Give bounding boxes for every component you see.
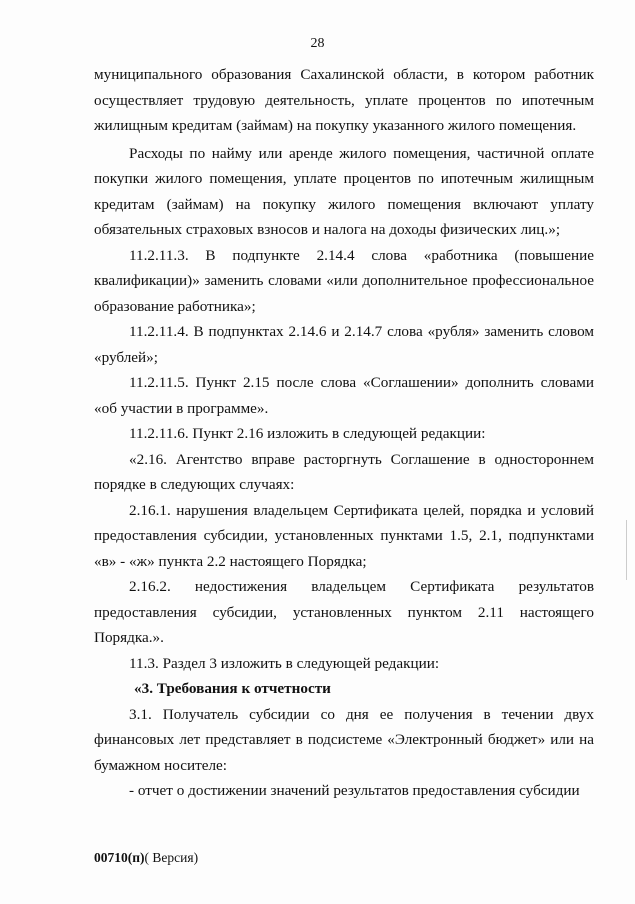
document-body: [94, 62, 594, 804]
paragraph: 11.2.11.5. Пункт 2.15 после слова «Соглашении» дополнить словами «об участии в программе».: [94, 374, 594, 417]
paragraph: 2.16.1. нарушения владельцем Сертификата целей, порядка и условий предоставления субсидии, установленных пунктами 1.5, 2.1, подпунктами «в» - «ж» пункта 2.2 настоящего Порядка;: [94, 501, 594, 570]
paragraph: «2.16. Агентство вправе расторгнуть Соглашение в одностороннем порядке в следующих случаях:: [94, 450, 594, 493]
paragraph: 11.3. Раздел 3 изложить в следующей редакции:: [129, 654, 440, 672]
section-heading: «3. Требования к отчетности: [134, 680, 331, 697]
paragraph: Расходы по найму или аренде жилого помещения, частичной оплате покупки жилого помещения, уплате процентов по ипотечным жилищным кредитам (займам) на покупку жилого помещения включают уплату обязательных страховых взносов и налога на доходы физических лиц.»;: [94, 144, 594, 238]
document-code: 00710(п): [94, 850, 145, 865]
paragraph: 11.2.11.3. В подпункте 2.14.4 слова «работника (повышение квалификации)» заменить словами «или дополнительное профессиональное образование работника»;: [94, 246, 594, 315]
paragraph: 3.1. Получатель субсидии со дня ее получения в течении двух финансовых лет представляет в подсистеме «Электронный бюджет» или на бумажном носителе:: [94, 705, 594, 774]
paragraph: 11.2.11.4. В подпунктах 2.14.6 и 2.14.7 слова «рубля» заменить словом «рублей»;: [94, 323, 594, 366]
document-footer: [94, 850, 198, 866]
document-version: ( Версия): [144, 850, 199, 865]
paragraph: 2.16.2. недостижения владельцем Сертификата результатов предоставления субсидии, установленных пунктом 2.11 настоящего Порядка.».: [94, 578, 594, 646]
paragraph: 11.2.11.6. Пункт 2.16 изложить в следующей редакции:: [129, 425, 486, 442]
scan-artifact: [626, 520, 627, 580]
paragraph: муниципального образования Сахалинской области, в котором работник осуществляет трудовую деятельность, уплате процентов по ипотечным жилищным кредитам (займам) на покупку указанного жилого помещения.: [94, 66, 594, 134]
paragraph: - отчет о достижении значений результатов предоставления субсидии: [129, 782, 580, 799]
page-number: 28: [310, 36, 325, 51]
